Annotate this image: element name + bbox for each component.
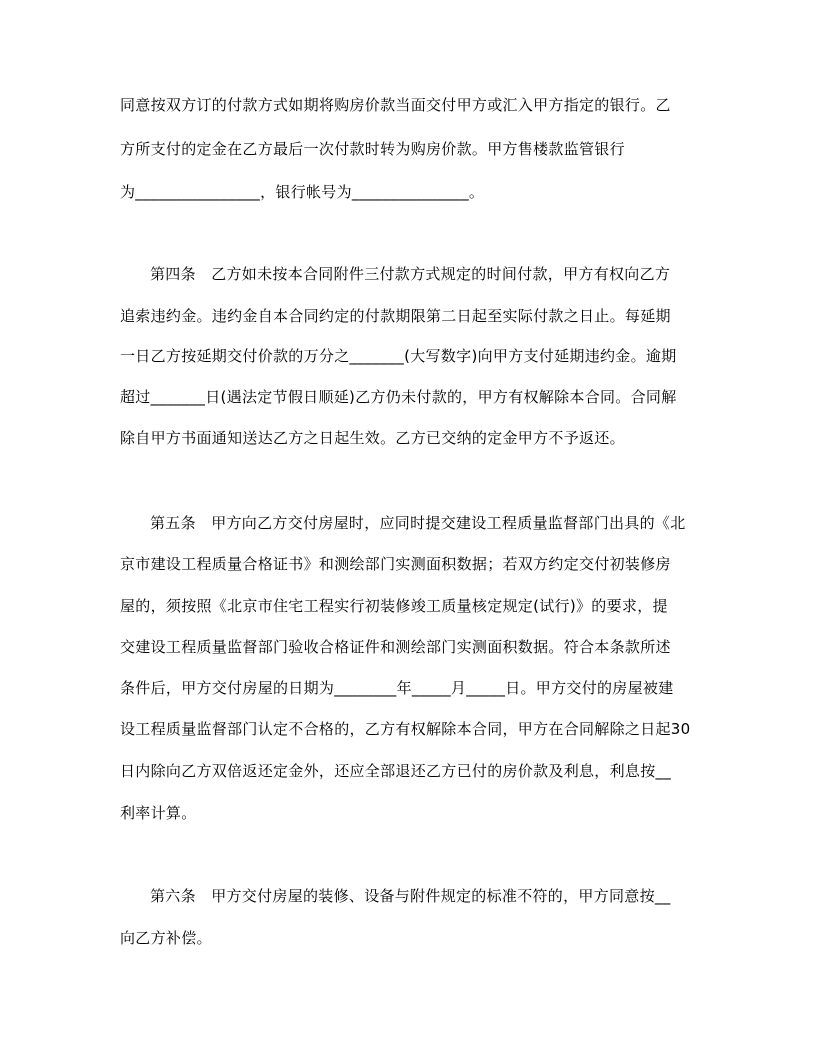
- paragraph-line: 京市建设工程质量合格证书》和测绘部门实测面积数据；若双方约定交付初装修房: [120, 555, 671, 573]
- paragraph-line: 追索违约金。违约金自本合同约定的付款期限第二日起至实际付款之日止。每延期: [120, 307, 671, 325]
- paragraph-line: 同意按双方订的付款方式如期将购房价款当面交付甲方或汇入甲方指定的银行。乙: [120, 96, 671, 114]
- paragraph-line: 屋的，须按照《北京市住宅工程实行初装修竣工质量核定规定(试行)》的要求，提: [120, 597, 668, 615]
- paragraph-line: 超过_______日(遇法定节假日顺延)乙方仍未付款的，甲方有权解除本合同。合同解: [120, 388, 677, 406]
- paragraph-line: 向乙方补偿。: [120, 929, 212, 947]
- article-6-heading-line: 第六条 甲方交付房屋的装修、设备与附件规定的标准不符的，甲方同意按__: [150, 887, 671, 905]
- paragraph-line: 利率计算。: [120, 804, 197, 822]
- paragraph-line: 日内除向乙方双倍返还定金外，还应全部退还乙方已付的房价款及利息，利息按__: [120, 762, 672, 780]
- paragraph-line: 方所支付的定金在乙方最后一次付款时转为购房价款。甲方售楼款监管银行: [120, 140, 625, 158]
- article-4-heading-line: 第四条 乙方如未按本合同附件三付款方式规定的时间付款，甲方有权向乙方: [150, 265, 671, 283]
- paragraph-line: 一日乙方按延期交付价款的万分之_______(大写数字)向甲方支付延期违约金。逾期: [120, 347, 677, 365]
- paragraph-line: 交建设工程质量监督部门验收合格证件和测绘部门实测面积数据。符合本条款所述: [120, 638, 671, 656]
- article-5-heading-line: 第五条 甲方向乙方交付房屋时，应同时提交建设工程质量监督部门出具的《北: [150, 514, 686, 532]
- paragraph-line: 为________________，银行帐号为_______________。: [120, 183, 485, 201]
- paragraph-line: 设工程质量监督部门认定不合格的，乙方有权解除本合同，甲方在合同解除之日起30: [120, 720, 691, 738]
- paragraph-line: 条件后，甲方交付房屋的日期为________年_____月_____日。甲方交付的房屋被建: [120, 679, 674, 697]
- paragraph-line: 除自甲方书面通知送达乙方之日起生效。乙方已交纳的定金甲方不予返还。: [120, 429, 625, 447]
